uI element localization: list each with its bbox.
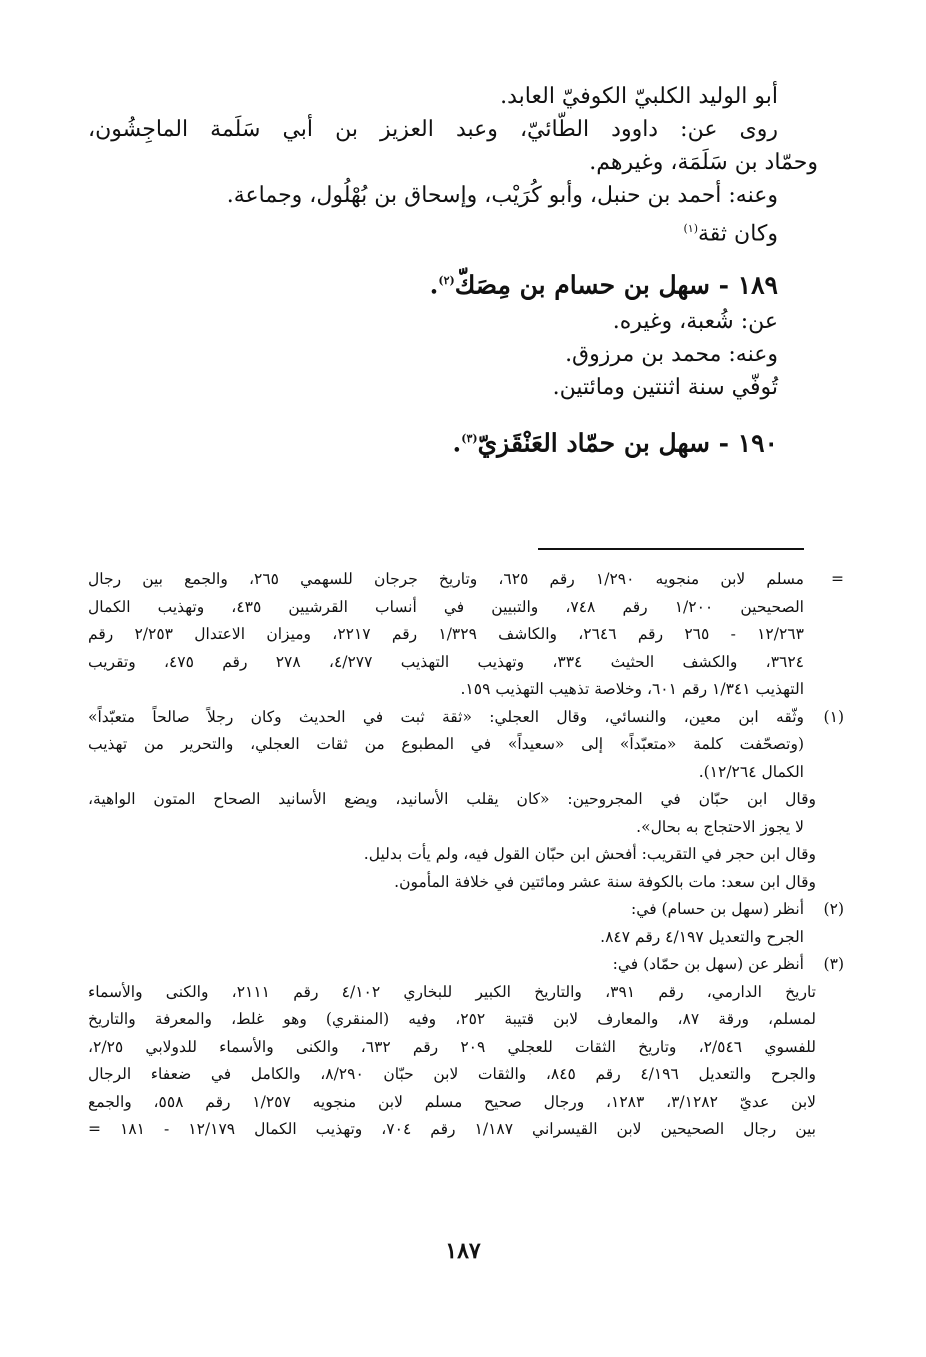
- footnote-line: تاريخ الدارمي، رقم ٣٩١، والتاريخ الكبير للبخاري ٤/١٠٢ رقم ٢١١١، والكنى والأسماء: [88, 982, 816, 1001]
- entry-189-heading: [88, 262, 778, 304]
- footnote-line: وقال ابن حجر في التقريب: أفحش ابن حبّان القول فيه، ولم يأت بدليل.: [363, 845, 816, 863]
- entry-189-title: ١٨٩ - سهل بن حسام بن مِصَكّ: [454, 270, 778, 300]
- footnote-3-mark: (٣): [823, 955, 844, 973]
- footnote-line: ١٢/٢٦٣ - ٢٦٥ رقم ٢٦٤٦، والكاشف ١/٣٢٩ رقم ٢٢١٧، وميزان الاعتدال ٢/٢٥٣ رقم: [88, 625, 804, 643]
- footnote-line: وقال ابن سعد: مات بالكوفة سنة عشر ومائتين في خلافة المأمون.: [394, 872, 816, 891]
- footnote-1-continued: [88, 786, 816, 896]
- anhu-line: وعنه: أحمد بن حنبل، وأبو كُرَيْب، وإسحاق بن بُهْلُول، وجماعة.: [226, 183, 778, 208]
- footnote-2-mark: (٢): [823, 900, 844, 918]
- entry-189-period: .: [429, 270, 439, 300]
- footnote-line: أنظر (سهل بن حسام) في:: [631, 900, 804, 918]
- footnote-line: لمسلم، ورقة ٨٧، والمعارف لابن قتيبة ٢٥٢، وفيه (المنقري) وهو غلط، والمعرفة والتاريخ: [88, 1010, 816, 1028]
- footnote-continuation: [88, 566, 844, 704]
- footnote-line: للفسوي ٢/٥٤٦، وتاريخ الثقات للعجلي ٢٠٩ رقم ٦٣٢، والكنى والأسماء للدولابي ٢/٢٥،: [88, 1037, 816, 1056]
- riwaya-line-1: روى عن: داوود الطّائيّ، وعبد العزيز بن أبي سَلَمة الماجِشُون،: [88, 117, 778, 142]
- footnote-3-continued: [88, 979, 816, 1144]
- footnote-2: [88, 896, 844, 951]
- footnote-line: (وتصحّفت كلمة «متعبّداً» إلى «سعيداً» في المطبوع من ثقات العجلي، والتحرير من تهذيب: [88, 735, 804, 753]
- continuation-text: [88, 566, 804, 704]
- footnote-line: والجرح والتعديل ٤/١٩٦ رقم ٨٤٥، والثقات لابن حبّان ٨/٢٩٠، والكامل في ضعفاء الرجال: [88, 1065, 816, 1083]
- footnote-line: أنظر عن (سهل بن حمّاد) في:: [612, 955, 804, 973]
- entry-190-period: .: [452, 427, 462, 457]
- footnote-ref-1[interactable]: (١): [683, 222, 698, 235]
- entry-189-anhu-line: وعنه: محمد بن مرزوق.: [565, 341, 778, 367]
- footnote-line: لابن عديّ ٣/١٢٨٢، ١٢٨٣، ورجال صحيح مسلم لابن منجويه ١/٢٥٧ رقم ٥٥٨، والجمع: [88, 1092, 816, 1111]
- footnote-line: وقال ابن حبّان في المجروحين: «كان يقلب الأسانيد، ويضع الأسانيد الصحاح المتون الواهية،: [88, 790, 816, 808]
- footnote-3-text: [88, 951, 804, 979]
- riwaya-line-2: وحمّاد بن سَلَمَة، وغيرهم.: [589, 150, 818, 175]
- continuation-mark: =: [831, 570, 844, 588]
- entry-189-an-line: عن: شُعبة، وغيره.: [612, 308, 778, 334]
- footnote-line: التهذيب ١/٣٤١ رقم ٦٠١، وخلاصة تذهيب التهذيب ١٥٩.: [460, 680, 804, 698]
- footnote-line: لا يجوز الاحتجاج به بحال».: [636, 817, 804, 836]
- entry-190-title: ١٩٠ - سهل بن حمّاد العَنْقَزيّ: [477, 427, 778, 457]
- footnote-2-text: [88, 896, 804, 951]
- entry-189-death-line: تُوفّي سنة اثنتين ومائتين.: [552, 374, 778, 400]
- footnote-line: الكمال ١٢/٢٦٤).: [698, 762, 804, 781]
- footnote-1-mark: (١): [823, 707, 844, 726]
- footnote-3: [88, 951, 844, 979]
- footnote-line: الصحيحين ١/٢٠٠ رقم ٧٤٨، والتبيين في أنساب القرشيين ٤٣٥، وتهذيب الكمال: [88, 597, 804, 616]
- main-text: [88, 80, 818, 462]
- footnote-line: مسلم لابن منجويه ١/٢٩٠ رقم ٦٢٥، وتاريخ جرجان للسهمي ٢٦٥، والجمع بين رجال: [88, 570, 804, 588]
- page-number: ١٨٧: [445, 1238, 481, 1264]
- footnotes: [88, 566, 844, 1144]
- entry-190-heading: [88, 420, 778, 462]
- footnote-ref-2[interactable]: (٢): [438, 274, 455, 288]
- footnote-ref-3[interactable]: (٣): [461, 431, 478, 445]
- footnote-1: [88, 704, 844, 787]
- thiqa-line: [88, 212, 778, 250]
- footnote-line: وثّقه ابن معين، والنسائي، وقال العجلي: «ثقة ثبت في الحديث وكان رجلاً صالحاً متعبّداً»: [88, 707, 804, 726]
- footnote-1-text: [88, 704, 804, 787]
- footnote-line: الجرح والتعديل ٤/١٩٧ رقم ٨٤٧.: [600, 927, 804, 946]
- footnote-line: ٣٦٢٤، والكشف الحثيث ٣٣٤، وتهذيب التهذيب ٤/٢٧٧، ٢٧٨ رقم ٤٧٥، وتقريب: [88, 652, 804, 671]
- intro-line: أبو الوليد الكلبيّ الكوفيّ العابد.: [500, 84, 778, 109]
- footnote-line: بين رجال الصحيحين لابن القيسراني ١/١٨٧ رقم ٧٠٤، وتهذيب الكمال ١٢/١٧٩ - ١٨١ =: [88, 1120, 816, 1138]
- thiqa-text: وكان ثقة: [698, 221, 778, 247]
- footnote-separator: [538, 548, 804, 550]
